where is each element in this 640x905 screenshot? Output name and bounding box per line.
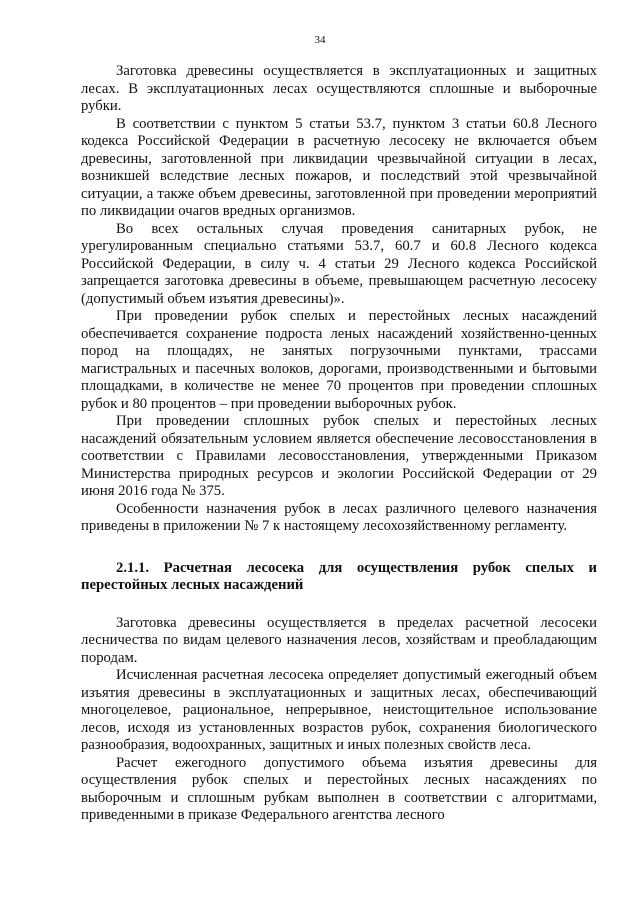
paragraph: При проведении рубок спелых и перестойных лесных насаждений обеспечивается сохранение подроста леных насаждений хозяйственно-ценных пород на площадях, не занятых погрузочными пунктами, трассами магистральных и пасечных волоков, дорогами, производственными и бытовыми площадками, в количестве не менее 70 процентов при проведении сплошных рубок и 80 процентов – при проведении выборочных рубок. xyxy=(81,308,597,412)
paragraph: В соответствии с пунктом 5 статьи 53.7, пунктом 3 статьи 60.8 Лесного кодекса Российской Федерации в расчетную лесосеку не включается объем древесины, заготовленной при ликвидации чрезвычайной ситуации в лесах, возникшей вследствие лесных пожаров, и последствий этой чрезвычайной ситуации, а также объем древесины, заготовленной при проведении мероприятий по ликвидации очагов вредных организмов. xyxy=(81,115,597,219)
document-body xyxy=(81,63,597,825)
paragraph: Особенности назначения рубок в лесах различного целевого назначения приведены в приложении № 7 к настоящему лесохозяйственному регламенту. xyxy=(81,500,597,534)
paragraph: Расчет ежегодного допустимого объема изъятия древесины для осуществления рубок спелых и перестойных лесных насаждениях по выборочным и сплошным рубкам выполнен в соответствии с алгоритмами, приведенными в приказе Федерального агентства лесного xyxy=(81,754,597,823)
paragraph: Заготовка древесины осуществляется в пределах расчетной лесосеки лесничества по видам целевого назначения лесов, хозяйствам и преобладающим породам. xyxy=(81,614,597,666)
paragraph: Заготовка древесины осуществляется в эксплуатационных и защитных лесах. В эксплуатационных лесах осуществляются сплошные и выборочные рубки. xyxy=(81,63,597,114)
section-heading: 2.1.1. Расчетная лесосека для осуществления рубок спелых и перестойных лесных насаждений xyxy=(81,559,597,593)
page-number: 34 xyxy=(314,34,326,46)
paragraph: При проведении сплошных рубок спелых и перестойных лесных насаждений обязательным условием является обеспечение лесовосстановления в соответствии с Правилами лесовосстановления, утвержденными Приказом Министерства природных ресурсов и экологии Российской Федерации от 29 июня 2016 года № 375. xyxy=(81,413,597,499)
paragraph: Исчисленная расчетная лесосека определяет допустимый ежегодный объем изъятия древесины в эксплуатационных и защитных лесах, обеспечивающий многоцелевое, рациональное, непрерывное, неистощительное использование лесов, исходя из установленных возрастов рубок, сохранения биологического разнообразия, водоохранных, защитных и иных полезных свойств леса. xyxy=(81,667,597,753)
paragraph: Во всех остальных случая проведения санитарных рубок, не урегулированным специально статьями 53.7, 60.7 и 60.8 Лесного кодекса Российской Федерации, в силу ч. 4 статьи 29 Лесного кодекса Российской запрещается заготовка древесины в объеме, превышающем расчетную лесосеку (допустимый объем изъятия древесины)». xyxy=(81,220,597,307)
